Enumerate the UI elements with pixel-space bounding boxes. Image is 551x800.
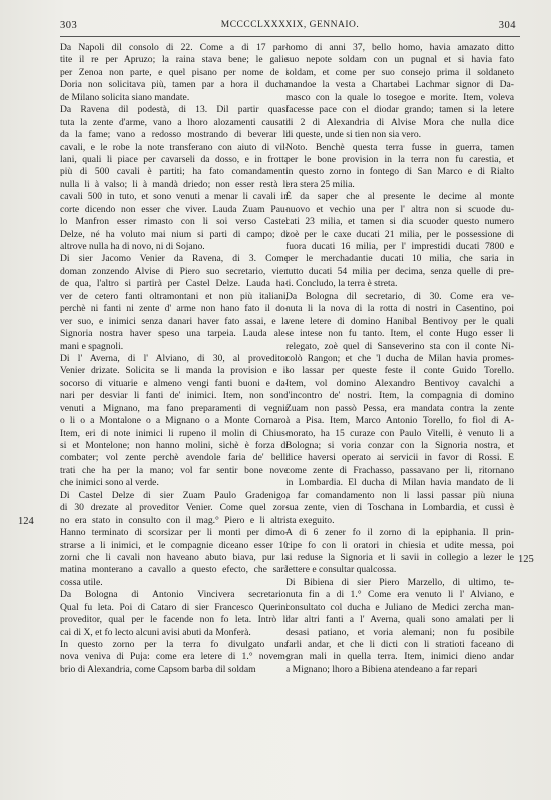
text-line: Venier drizate. Solicita se li manda la provision e il [60,365,288,377]
text-line: Item, vol domino Alexandro Bentivoy cavalchi a [286,377,514,389]
text-line: nulla li à valso; li à mandà driedo; non esser restà li [60,178,288,190]
text-line: trati che ha per la mano; vol far sentir bone nove [60,464,288,476]
text-line: era stera 25 milia. [286,178,355,190]
text-line: homo di anni 37, bello homo, havia amazato ditto [286,42,514,53]
text-line: o li o a Montalone o a Mignano o a Monte Cornaro. [60,415,288,427]
text-line: di 30 drezate al proveditor Venier. Come quel zor- [60,502,288,514]
text-line: che inimici sono al verde. [60,477,159,489]
text-line: A di 6 zener fo il zorno di la epiphania. Il prin- [286,527,514,539]
text-line: sta exeguito. [286,514,335,526]
text-line: socorso di vituarie e almeno vengi fanti buoni e da- [60,377,288,389]
text-line: ver de cetero fanti oltramontani et non più italiani, [60,290,288,302]
text-line: cipe fo con li oratori in chiesia et udite messa, poi [286,539,514,551]
text-line: nari per desviar li fanti de' inimici. Item, non sono [60,390,288,402]
text-line: per Zenoa non parte, e quel pisano per nome de i [60,66,288,78]
text-line: In questo zorno per la terra fo divulgato una [60,639,288,650]
text-line: a Mignano; lhoro a Bibiena atendeano a far repari [286,663,478,675]
text-line: venuti a Mignano, ma fano preparamenti di vegnir [60,402,288,414]
text-line: cai di X, et fo lecto alcuni avisi abuti da Monferà. [60,626,251,638]
text-line: Da Ravena dil podestà, di 13. Dil partir quasi [60,104,288,116]
text-line: de qua, l'altro si partirà per Castel Delze. Lauda ha- [60,278,288,290]
text-line: di 2 di Alexandria di Alvise Mora che nulla dice [286,116,514,128]
margin-number-left: 124 [18,516,34,527]
text-line: ti. Concludo, la terra è streta. [286,278,398,290]
text-line: lani, quali li piace per cavarseli da dosso, e in frotta [60,153,288,165]
text-line: nova veniva di Puja: come era letere di 1.° novem- [60,651,288,663]
text-line: Doria non solicitava più, tamen par a hora il ducha [60,79,288,91]
text-line: doman zonzendo Alvise di Piero suo secretario, vien [60,265,288,277]
text-line: fuora ducati 16 milia, per l' imprestidi ducati 7800 e [286,241,514,252]
text-line: l'incontro de' nostri. Item, la compagnia di domino [286,390,514,402]
text-line: lo Manfron esser rimasto con li soi verso Castel [60,216,288,228]
text-line: Delze, né ha voluto mai nium si parti di campo; di [60,228,288,240]
text-line: Item, eri di note inimici li rupeno il molin di Chius- [60,427,288,439]
running-title: MCCCCLXXXXIX, GENNAIO. [220,20,360,30]
text-line: Qual fu leta. Poi di Cataro di sier Francesco Querini [60,601,288,613]
text-line: brio di Alexandria, come Capsom barba dil soldam [60,663,256,675]
text-line: cavali, e le robe la note transferano con aiuto di vil- [60,141,288,153]
text-line: de Milano solicita siano mandate. [60,91,190,103]
text-line: lettere e consultar qualcossa. [286,564,397,576]
text-line: proveditor, qual per le facende non fo leta. Intrò li [60,614,288,626]
left-column [60,42,288,676]
text-line: soldam, et come per suo consejo prima il soldaneto [286,66,514,78]
text-line: Di Bibiena di sier Piero Marzello, di ultimo, te- [286,576,514,588]
text-line: È da saper che al presente le decime al monte [286,191,514,203]
text-line: morato, ha 15 curaze con Paulo Vitelli, è venuto li a [286,427,514,439]
text-line: farli andar, et che li dicti con li stratioti faceano di [286,639,514,650]
text-line: per le merchadantie ducati 10 milia, che saria in [286,253,514,265]
text-line: più di 500 cavali è partiti; ha fato comandamenti [60,166,288,178]
text-line: a far comandamento non li lassi passar più niuna [286,489,514,501]
text-line: relegato, zoè quel di Sanseverino sta con il conte Ni- [286,340,514,352]
text-line: nuta li la nova di la rotta di nostri in Casentino, poi [286,303,514,315]
text-line: nuta fin a di 1.° Come era venuto li l' Alviano, e [286,589,514,601]
text-line: Hanno terminato di scorsizar per li monti per dimo- [60,527,288,539]
text-line: si reduse la Signoria et li savii in collegio a lezer le [286,551,514,563]
text-line: zorni che li cavali non haveano abuto biava, pur la [60,551,288,563]
text-line: Bologna; si voria conzar con la Signoria nostra, et [286,440,514,451]
text-line: perchè ni fanti ni zente d' arme non hano fato il do- [60,303,288,315]
margin-number-right: 125 [518,554,534,565]
text-line: Noto. Benchè questa terra fusse in guerra, tamen [286,141,514,153]
text-line: Di l' Averna, di l' Alviano, di 30, al proveditor [60,352,288,364]
text-line: sua zente, vien di Toschana in Lombardia, et cussì è [286,502,514,514]
text-line: à a Pisa. Item, Marco Antonio Torello, fo fiol di A- [286,415,514,427]
text-line: corte dicendo non esser che viver. Lauda Zuam Pau- [60,203,288,215]
text-line: so lassar per queste feste il conte Guido Torello. [286,365,514,377]
text-line: cati 23 milia, et tamen si dia scuoder questo numero [286,216,514,228]
text-line: Signoria nostra haver speso una tarpeia. Lauda ale- [60,328,288,340]
text-line: mandoe la vesta a Chartabei Lachmar signor di Da- [286,79,514,91]
text-line: Di sier Jacomo Venier da Ravena, di 3. Come [60,253,288,265]
text-line: di queste, unde si tien non sia vero. [286,129,422,141]
text-line: altrove nulla ha di novo, ni di Sojano. [60,241,205,252]
text-line: si et Montelone; non hanno molini, sichè è forza di [60,440,288,451]
text-line: zoè per le caxe ducati 21 milia, per le possessione di [286,228,514,240]
text-line: per le bone provision in la terra non fu carestia, et [286,153,514,165]
text-line: se intese non fu tanto. Item, el conte Hugo esser li [286,328,514,340]
text-line: Di Castel Delze di sier Zuam Paulo Gradenigo, [60,489,288,501]
text-line: combater; vol zente perchè avendole faria de' belli [60,452,288,464]
text-line: nuovo et vechio una per l' altra non si scuode du- [286,203,514,215]
text-line: Da Napoli dil consolo di 22. Come a di 17 par- [60,42,288,53]
text-line: Zuam non passò Pessa, era mandata contra la zente [286,402,514,414]
text-line: cavali 500 in tuto, et sono venuti a menar li cavali in [60,191,288,203]
text-line: dar altri fanti a l' Averna, quali sono amalati per li [286,614,514,626]
header-rule [60,36,520,37]
text-line: masco con la quale lo tosegoe e morite. Item, voleva [286,91,514,103]
text-line: consultato col ducha e Juliano de Medici zercha man- [286,601,514,613]
text-line: matina monterano a cavallo a questo efecto, che sarà [60,564,288,576]
text-line: colò Rangon; et che 'l ducha de Milan havia promes- [286,352,514,364]
text-line: come zente di Frachasso, passavano per li, ritornano [286,464,514,476]
text-line: facesse pace con el diodar grando; tamen si la letere [286,104,514,116]
text-line: ver suo, e inimici senza danari haver fato assai, e la [60,315,288,327]
text-line: vene letere di domino Hanibal Bentivoy per le quali [286,315,514,327]
text-line: Da Bologna di Antonio Vincivera secretario. [60,589,288,601]
right-column [286,42,514,676]
text-line: tutto ducati 54 milia per decima, senza quelle di pre- [286,265,514,277]
text-line: strarse a li inimici, et le compagnie diceano esser 10 [60,539,288,551]
page-header [60,16,520,36]
text-line: da la fame; vano a redosso mostrando di beverar li [60,129,288,141]
text-line: mani e spagnoli. [60,340,124,352]
text-line: gran mali in quella terra. Item, inimici dieno andar [286,651,514,663]
text-line: tuta la zente d'arme, vano a lhoro alozamenti causati [60,116,288,128]
page-number-right: 304 [498,20,516,31]
text-line: no era stato in consulto con il mag.° Piero e li altri. [60,514,288,526]
text-line: cossa utile. [60,576,103,588]
page-number-left: 303 [60,20,78,31]
text-line: in questo zorno in fontego di San Marco e di Rialto [286,166,514,178]
text-line: Da Bologna dil secretario, di 30. Come era ve- [286,290,514,302]
text-line: desasi patiano, et voria alemani; non fu posibile [286,626,514,638]
text-line: in Lombardia. El ducha di Milan havia mandato de li [286,477,514,489]
text-line: tite il re per Apruzo; la raina stava bene; le galie [60,54,288,66]
text-line: dice haversi operato ai servicii in favor di Rossi. E [286,452,514,464]
text-line: suo nepote soldam con un pugnal et si havia fato [286,54,514,66]
